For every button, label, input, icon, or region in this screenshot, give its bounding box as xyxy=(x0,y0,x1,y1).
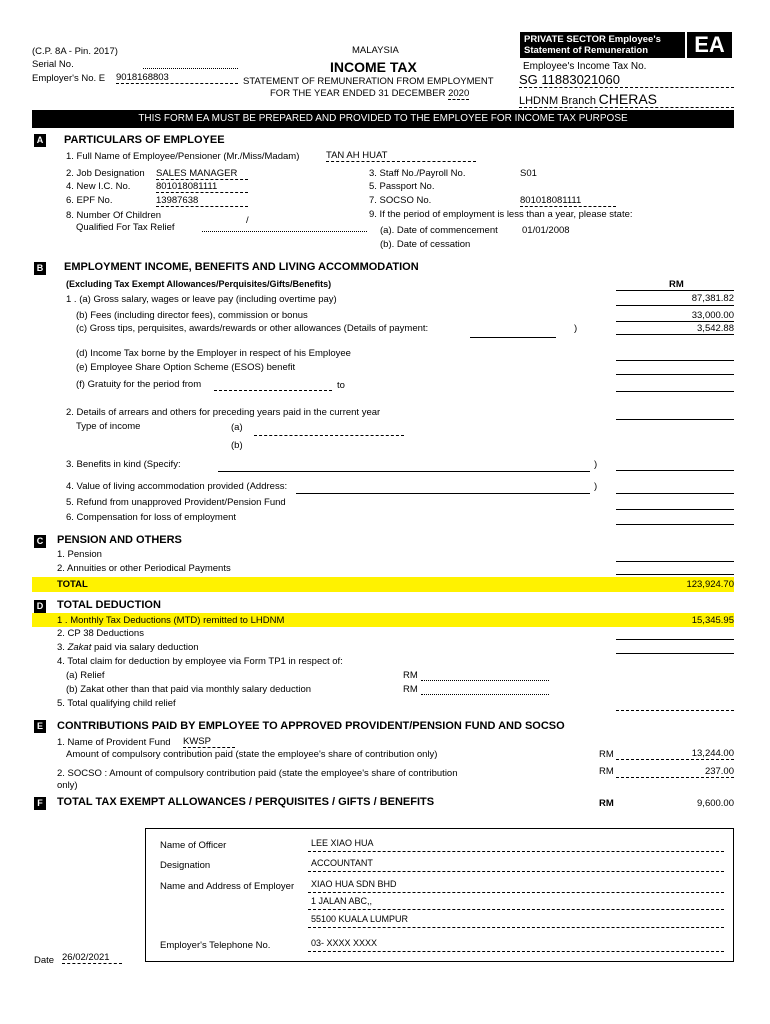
compensation-field[interactable] xyxy=(616,524,734,525)
living-value-field[interactable] xyxy=(616,493,734,494)
socso-value: 801018081111 xyxy=(520,195,616,207)
form-title: INCOME TAX xyxy=(330,59,417,75)
epf-label: 6. EPF No. xyxy=(66,195,113,206)
socso-label: 7. SOCSO No. xyxy=(369,195,432,206)
date-value: 26/02/2021 xyxy=(62,952,122,964)
pension-field[interactable] xyxy=(616,561,734,562)
designation-value: ACCOUNTANT xyxy=(311,858,373,868)
child-relief-label: 5. Total qualifying child relief xyxy=(57,698,176,709)
refund-field[interactable] xyxy=(616,509,734,510)
esos-field[interactable] xyxy=(616,374,734,375)
pension-label: 1. Pension xyxy=(57,549,102,560)
employee-name: TAN AH HUAT xyxy=(326,150,476,162)
year-text xyxy=(270,88,469,99)
relief-label: (a) Relief xyxy=(66,670,105,681)
children-field[interactable] xyxy=(202,231,367,232)
section-c-badge: C xyxy=(34,535,46,548)
rm-header: RM xyxy=(669,279,684,290)
living-label: 4. Value of living accommodation provided (Address: xyxy=(66,481,288,492)
gross-salary-line-top xyxy=(616,290,734,291)
badge-line1: PRIVATE SECTOR Employee's xyxy=(524,34,661,45)
fees-value: 33,000.00 xyxy=(691,310,734,321)
gratuity-to-label: to xyxy=(337,380,345,391)
zakat-other-rm: RM xyxy=(403,684,418,695)
ic-value: 801018081111 xyxy=(156,181,248,193)
section-e-badge: E xyxy=(34,720,46,733)
annuities-label: 2. Annuities or other Periodical Payments xyxy=(57,563,231,574)
designation-label: Designation xyxy=(160,860,211,871)
phone-line xyxy=(308,951,724,952)
section-f-rm: RM xyxy=(599,798,614,809)
branch-row xyxy=(519,91,734,108)
section-f-value: 9,600.00 xyxy=(697,798,734,809)
zakat-other-field[interactable] xyxy=(421,694,549,695)
zakat-field[interactable] xyxy=(616,653,734,654)
esos-label: (e) Employee Share Option Scheme (ESOS) benefit xyxy=(76,362,296,373)
form-subtitle: STATEMENT OF REMUNERATION FROM EMPLOYMENT xyxy=(243,76,494,87)
fund-rm: RM xyxy=(599,749,614,760)
fees-label: (b) Fees (including director fees), commission or bonus xyxy=(76,310,308,321)
living-field[interactable] xyxy=(296,493,590,494)
section-f-badge: F xyxy=(34,797,46,810)
tips-value: 3,542.88 xyxy=(697,323,734,334)
section-b-title: EMPLOYMENT INCOME, BENEFITS AND LIVING ACCOMMODATION xyxy=(64,261,419,273)
instruction-banner: THIS FORM EA MUST BE PREPARED AND PROVIDED TO THE EMPLOYEE FOR INCOME TAX PURPOSE xyxy=(32,110,734,128)
epf-value: 13987638 xyxy=(156,195,248,207)
serial-label: Serial No. xyxy=(32,59,74,70)
fund-amount-label: Amount of compulsory contribution paid (state the employee's share of contribution only) xyxy=(66,749,438,760)
annuities-field[interactable] xyxy=(616,574,734,575)
socso-rm: RM xyxy=(599,766,614,777)
section-c-title: PENSION AND OTHERS xyxy=(57,534,182,546)
type-income-label: Type of income xyxy=(76,421,141,432)
employer-no-label: Employer's No. E xyxy=(32,73,106,84)
tips-label: (c) Gross tips, perquisites, awards/rewards or other allowances (Details of payment: xyxy=(76,323,429,334)
job-label: 2. Job Designation xyxy=(66,168,145,179)
living-close-paren: ) xyxy=(594,481,598,492)
zakat-word: Zakat xyxy=(67,642,92,653)
employer-line3-rule xyxy=(308,927,724,928)
bik-field[interactable] xyxy=(218,471,590,472)
employer-line1: XIAO HUA SDN BHD xyxy=(311,879,397,889)
period-label: 9. If the period of employment is less than a year, please state: xyxy=(369,209,633,220)
phone-label: Employer's Telephone No. xyxy=(160,940,271,951)
tax-no: SG 11883021060 xyxy=(519,72,734,88)
branch-value: CHERAS xyxy=(598,91,658,107)
section-d-title: TOTAL DEDUCTION xyxy=(57,599,161,611)
date-label: Date xyxy=(34,955,55,966)
zakat-label-rest: paid via salary deduction xyxy=(93,642,199,653)
bik-close-paren: ) xyxy=(594,459,598,470)
year-value: 2020 xyxy=(448,88,470,99)
private-sector-badge xyxy=(520,32,685,58)
employer-line2-rule xyxy=(308,909,724,910)
relief-rm: RM xyxy=(403,670,418,681)
phone-value: 03- XXXX XXXX xyxy=(311,938,378,948)
fund-name-label: 1. Name of Provident Fund xyxy=(57,737,171,748)
mtd-value: 15,345.95 xyxy=(691,615,734,626)
form-reference: (C.P. 8A - Pin. 2017) xyxy=(32,46,118,57)
socso-amount-label2: only) xyxy=(57,780,78,791)
gross-salary-label: 1 . (a) Gross salary, wages or leave pay (including overtime pay) xyxy=(66,294,337,305)
employer-no: 9018168803 xyxy=(116,72,238,84)
arrears-field[interactable] xyxy=(616,419,734,420)
total-value: 123,924.70 xyxy=(686,579,734,590)
tips-details-field[interactable] xyxy=(470,337,556,338)
section-a-badge: A xyxy=(34,134,46,147)
gross-salary-line xyxy=(616,305,734,306)
zakat-label xyxy=(57,642,199,653)
fund-name-value: KWSP xyxy=(183,736,235,748)
cp38-label: 2. CP 38 Deductions xyxy=(57,628,144,639)
officer-label: Name of Officer xyxy=(160,840,227,851)
cp38-field[interactable] xyxy=(616,639,734,640)
socso-amount-value: 237.00 xyxy=(616,766,734,778)
fund-amount-value: 13,244.00 xyxy=(616,748,734,760)
children-label2: Qualified For Tax Relief xyxy=(76,222,175,233)
type-a-label: (a) xyxy=(231,422,243,433)
employer-line2: 1 JALAN ABC,, xyxy=(311,896,373,906)
employer-line1-rule xyxy=(308,892,724,893)
commence-label: (a). Date of commencement xyxy=(380,225,498,236)
tax-borne-field[interactable] xyxy=(616,360,734,361)
mtd-label: 1 . Monthly Tax Deductions (MTD) remitted to LHDNM xyxy=(57,615,285,626)
socso-amount-label1: 2. SOCSO : Amount of compulsory contribution paid (state the employee's share of contribution xyxy=(57,768,458,779)
tips-close-paren: ) xyxy=(574,323,578,334)
officer-value: LEE XIAO HUA xyxy=(311,838,374,848)
zakat-other-label: (b) Zakat other than that paid via monthly salary deduction xyxy=(66,684,312,695)
staff-value: S01 xyxy=(520,168,537,179)
arrears-label: 2. Details of arrears and others for preceding years paid in the current year xyxy=(66,407,381,418)
refund-label: 5. Refund from unapproved Provident/Pension Fund xyxy=(66,497,286,508)
tax-borne-label: (d) Income Tax borne by the Employer in respect of his Employee xyxy=(76,348,351,359)
total-label: TOTAL xyxy=(57,579,88,590)
bik-value-field[interactable] xyxy=(616,470,734,471)
section-d-badge: D xyxy=(34,600,46,613)
designation-line xyxy=(308,871,724,872)
badge-line2: Statement of Remuneration xyxy=(524,45,649,56)
bik-label: 3. Benefits in kind (Specify: xyxy=(66,459,181,470)
compensation-label: 6. Compensation for loss of employment xyxy=(66,512,237,523)
year-label: FOR THE YEAR ENDED 31 DECEMBER xyxy=(270,88,446,99)
children-value: / xyxy=(246,215,249,226)
serial-field[interactable] xyxy=(143,68,238,69)
child-relief-field[interactable] xyxy=(616,710,734,711)
name-label: 1. Full Name of Employee/Pensioner (Mr./Miss/Madam) xyxy=(66,151,300,162)
ea-code: EA xyxy=(687,32,732,58)
passport-label: 5. Passport No. xyxy=(369,181,435,192)
gratuity-field[interactable] xyxy=(616,391,734,392)
gross-salary-value: 87,381.82 xyxy=(691,293,734,304)
gratuity-label: (f) Gratuity for the period from xyxy=(76,379,202,390)
employer-label: Name and Address of Employer xyxy=(160,881,295,892)
branch-label: LHDNM Branch xyxy=(519,95,597,107)
gratuity-from-field[interactable] xyxy=(214,390,332,391)
section-b-badge: B xyxy=(34,262,46,275)
section-a-title: PARTICULARS OF EMPLOYEE xyxy=(64,134,225,146)
zakat-label-num: 3. xyxy=(57,642,65,653)
ic-label: 4. New I.C. No. xyxy=(66,181,131,192)
employer-line3: 55100 KUALA LUMPUR xyxy=(311,914,409,924)
section-e-title: CONTRIBUTIONS PAID BY EMPLOYEE TO APPROVED PROVIDENT/PENSION FUND AND SOCSO xyxy=(57,720,565,732)
relief-field[interactable] xyxy=(421,680,549,681)
section-b-subtitle: (Excluding Tax Exempt Allowances/Perquisites/Gifts/Benefits) xyxy=(66,279,332,289)
section-f-title: TOTAL TAX EXEMPT ALLOWANCES / PERQUISITES / GIFTS / BENEFITS xyxy=(57,796,435,808)
type-b-label: (b) xyxy=(231,440,243,451)
country-label: MALAYSIA xyxy=(352,45,399,56)
staff-label: 3. Staff No./Payroll No. xyxy=(369,168,466,179)
fees-line xyxy=(616,321,734,322)
job-value: SALES MANAGER xyxy=(156,168,248,180)
type-a-field[interactable] xyxy=(254,435,404,436)
cessation-label: (b). Date of cessation xyxy=(380,239,471,250)
tp1-label: 4. Total claim for deduction by employee via Form TP1 in respect of: xyxy=(57,656,343,667)
children-label1: 8. Number Of Children xyxy=(66,210,162,221)
commence-value: 01/01/2008 xyxy=(522,225,570,236)
officer-line xyxy=(308,851,724,852)
tips-line xyxy=(616,334,734,335)
tax-no-label: Employee's Income Tax No. xyxy=(523,61,647,72)
